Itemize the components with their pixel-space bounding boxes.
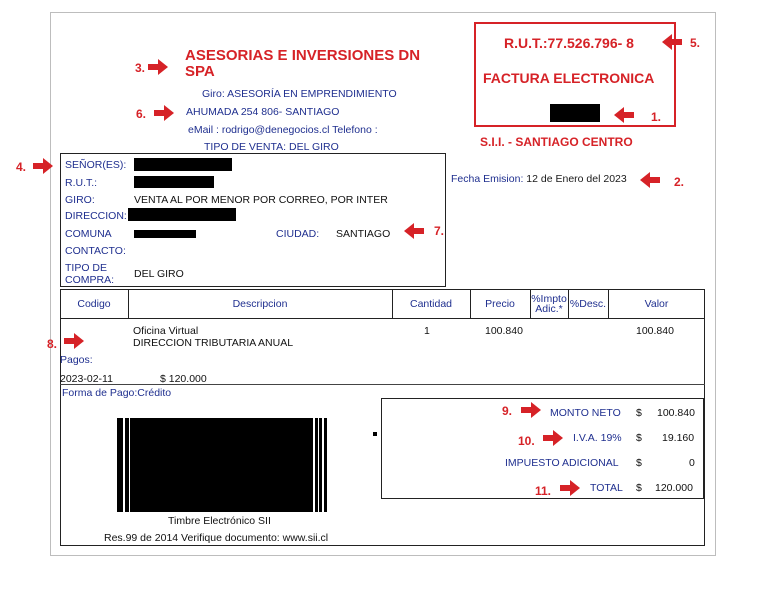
- annotation-4: 4.: [16, 160, 27, 174]
- payment-method: Forma de Pago:Crédito: [62, 387, 172, 399]
- arrow-left-icon: [662, 33, 682, 51]
- col-divider: [470, 289, 471, 319]
- document-type: FACTURA ELECTRONICA: [483, 70, 655, 86]
- col-header-impto-adic: [530, 289, 568, 319]
- total-currency: $: [636, 482, 642, 494]
- col-divider: [530, 289, 531, 319]
- additional-tax-currency: $: [636, 457, 642, 469]
- issuer-sale-type: TIPO DE VENTA: DEL GIRO: [204, 141, 339, 153]
- arrow-left-icon: [404, 222, 424, 240]
- col-divider: [568, 289, 569, 319]
- issuer-address: AHUMADA 254 806- SANTIAGO: [186, 106, 340, 118]
- issuer-name-line2: SPA: [185, 63, 215, 80]
- annotation-6: 6.: [136, 107, 147, 121]
- customer-rut-label: R.U.T.:: [65, 177, 98, 189]
- iva-value: 19.160: [662, 432, 695, 444]
- impto-header-line2: Adic.*: [535, 302, 563, 315]
- issuer-contact: eMail : rodrigo@denegocios.cl Telefono :: [188, 124, 378, 136]
- purchase-type-label-line1: TIPO DE: [65, 262, 108, 274]
- iva-label: I.V.A. 19%: [573, 432, 622, 444]
- arrow-right-icon: [521, 401, 541, 419]
- total-value: 120.000: [655, 482, 693, 494]
- col-header-precio: Precio: [470, 289, 530, 319]
- col-header-descripcion: Descripcion: [128, 289, 392, 319]
- emission-date-label: Fecha Emision:: [451, 173, 524, 185]
- customer-rut-redacted: [134, 176, 214, 188]
- net-currency: $: [636, 407, 642, 419]
- issuer-giro: Giro: ASESORÍA EN EMPRENDIMIENTO: [202, 88, 397, 100]
- item-description-line1: Oficina Virtual: [133, 325, 199, 337]
- total-label: TOTAL: [590, 482, 623, 494]
- additional-tax-value: 0: [689, 457, 695, 469]
- customer-name-label: SEÑOR(ES):: [65, 159, 127, 171]
- customer-address-label: DIRECCION:: [65, 210, 127, 222]
- purchase-type-label-line2: COMPRA:: [65, 274, 115, 286]
- rut-number: R.U.T.:77.526.796- 8: [504, 35, 634, 51]
- payments-divider: [60, 384, 705, 385]
- net-amount-label: MONTO NETO: [550, 407, 621, 419]
- col-header-codigo: Codigo: [60, 289, 128, 319]
- arrow-right-icon: [64, 332, 84, 350]
- arrow-left-icon: [640, 171, 660, 189]
- customer-purchase-type-value: DEL GIRO: [134, 268, 184, 280]
- customer-name-redacted: [134, 158, 232, 171]
- item-description: [133, 325, 293, 349]
- additional-tax-label: IMPUESTO ADICIONAL: [505, 457, 619, 469]
- annotation-3: 3.: [135, 61, 146, 75]
- col-header-cantidad: Cantidad: [392, 289, 470, 319]
- annotation-1: 1.: [651, 110, 662, 124]
- customer-purchase-type-label: [65, 262, 114, 286]
- timbre-label: Timbre Electrónico SII: [168, 515, 271, 527]
- item-value: 100.840: [636, 325, 674, 337]
- sii-office: S.I.I. - SANTIAGO CENTRO: [480, 135, 633, 149]
- customer-city-value: SANTIAGO: [336, 228, 391, 240]
- arrow-right-icon: [148, 58, 168, 76]
- arrow-right-icon: [33, 157, 53, 175]
- timbre-barcode: [117, 418, 327, 512]
- net-amount-value: 100.840: [657, 407, 695, 419]
- item-quantity: 1: [424, 325, 430, 337]
- arrow-right-icon: [154, 104, 174, 122]
- folio-number-redacted: [550, 104, 600, 122]
- customer-contact-label: CONTACTO:: [65, 245, 126, 257]
- payments-label: Pagos:: [60, 354, 93, 366]
- emission-date: [451, 173, 627, 185]
- col-header-desc: %Desc.: [568, 289, 608, 319]
- emission-date-value: 12 de Enero del 2023: [526, 173, 627, 185]
- dot-marker: [373, 432, 377, 436]
- col-divider: [392, 289, 393, 319]
- annotation-11: 11.: [535, 484, 552, 498]
- annotation-8: 8.: [47, 337, 58, 351]
- col-divider: [608, 289, 609, 319]
- annotation-5: 5.: [690, 36, 701, 50]
- annotation-2: 2.: [674, 175, 685, 189]
- issuer-name-line1: ASESORIAS E INVERSIONES DN: [185, 47, 421, 64]
- customer-giro-label: GIRO:: [65, 194, 95, 206]
- item-price: 100.840: [485, 325, 523, 337]
- annotation-10: 10.: [518, 434, 535, 448]
- arrow-right-icon: [543, 429, 563, 447]
- iva-currency: $: [636, 432, 642, 444]
- arrow-left-icon: [614, 106, 634, 124]
- issuer-name: [185, 48, 420, 80]
- col-header-valor: Valor: [608, 289, 705, 319]
- payment-amount: $ 120.000: [160, 373, 207, 385]
- timbre-resolution: Res.99 de 2014 Verifique documento: www.sii.cl: [104, 532, 329, 544]
- customer-comuna-label: COMUNA: [65, 228, 112, 240]
- impto-header-line1: %Impto: [531, 292, 567, 305]
- arrow-right-icon: [560, 479, 580, 497]
- customer-comuna-redacted: [134, 230, 196, 238]
- payment-date: 2023-02-11: [60, 373, 113, 385]
- customer-city-label: CIUDAD:: [276, 228, 320, 240]
- customer-address-redacted: [128, 208, 236, 221]
- customer-giro-value: VENTA AL POR MENOR POR CORREO, POR INTER: [134, 194, 388, 206]
- col-divider: [128, 289, 129, 319]
- item-description-line2: DIRECCION TRIBUTARIA ANUAL: [133, 337, 294, 349]
- annotation-7: 7.: [434, 224, 445, 238]
- annotation-9: 9.: [502, 404, 513, 418]
